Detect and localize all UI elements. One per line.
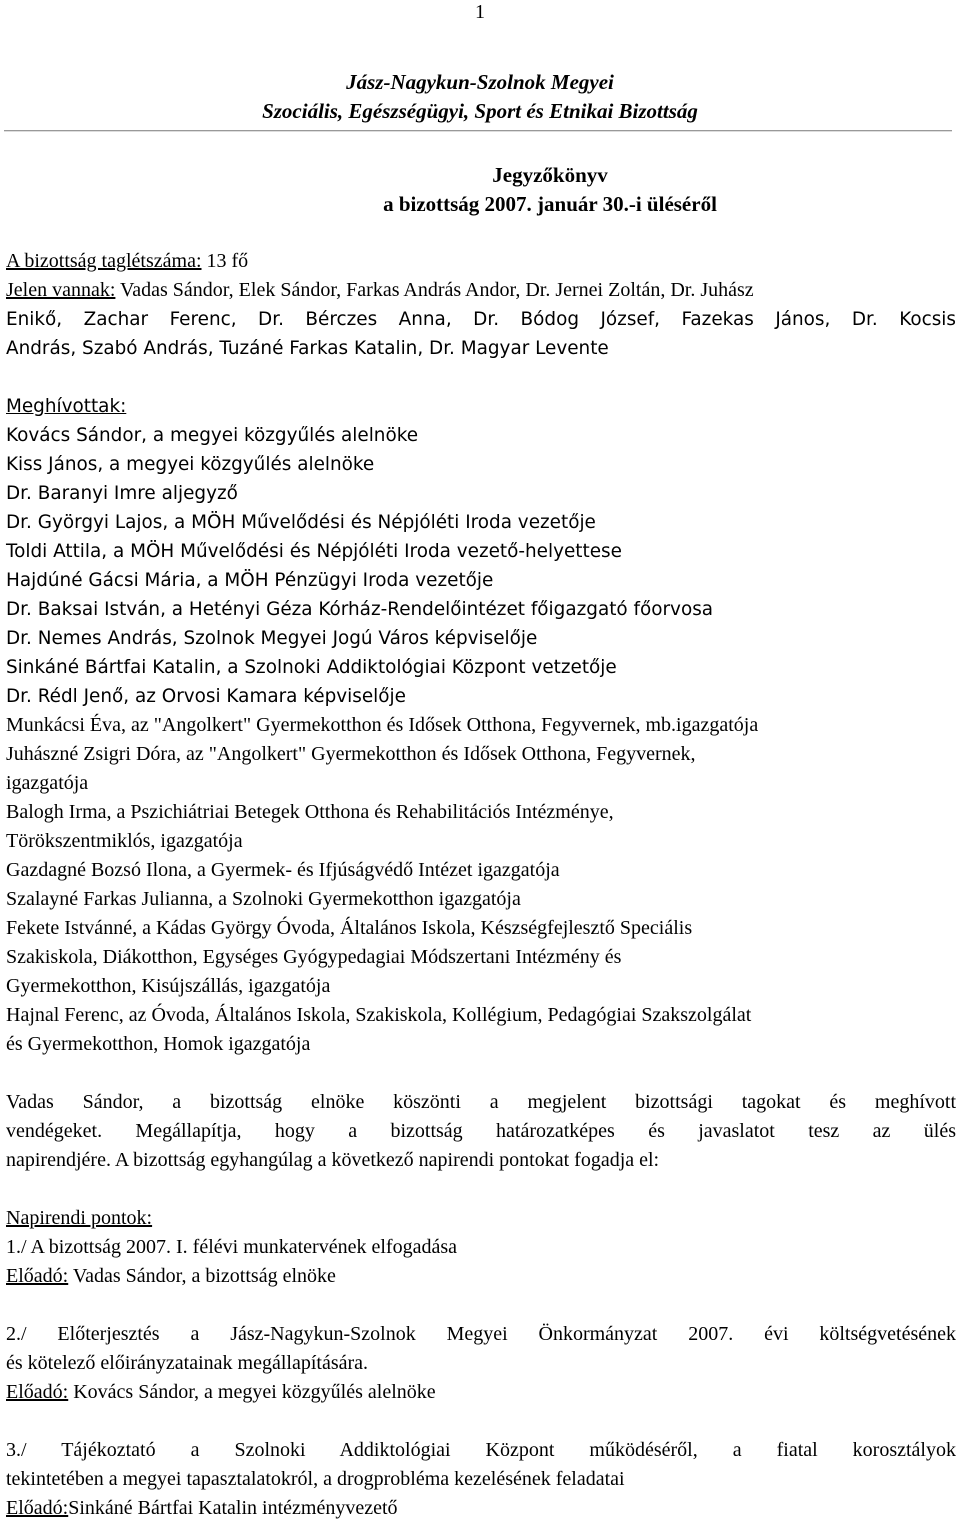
invited-continuation <box>6 711 956 1523</box>
present-label: Jelen vannak: <box>6 279 116 301</box>
invited-item: Toldi Attila, a MÖH Művelődési és Népjóléti Iroda vezető-helyettese <box>6 541 622 562</box>
invited-item: Gyermekotthon, Kisújszállás, igazgatója <box>6 975 331 997</box>
agenda-item-1-presenter <box>6 1262 956 1291</box>
organization-header <box>0 68 960 126</box>
present-line-1 <box>6 276 956 305</box>
agenda-item-3-cont: tekintetében a megyei tapasztalatokról, a drogprobléma kezelésének feladatai <box>6 1468 625 1490</box>
agenda-item-3: 3./ Tájékoztató a Szolnoki Addiktológiai Központ működéséről, a fiatal korosztályok <box>6 1439 956 1461</box>
opening-line-2: vendégeket. Megállapítja, hogy a bizottság határozatképes és javaslatot tesz az ülés <box>6 1120 956 1142</box>
opening-line-3: napirendjére. A bizottság egyhangúlag a következő napirendi pontokat fogadja el: <box>6 1149 660 1171</box>
invited-item: Szakiskola, Diákotthon, Egységes Gyógypedagiai Módszertani Intézmény és <box>6 946 622 968</box>
agenda-item-1: 1./ A bizottság 2007. I. félévi munkatervének elfogadása <box>6 1236 457 1258</box>
invited-item: Dr. Györgyi Lajos, a MÖH Művelődési és Népjóléti Iroda vezetője <box>6 512 596 533</box>
organization-name: Jász-Nagykun-Szolnok Megyei <box>346 70 614 94</box>
opening-line-1: Vadas Sándor, a bizottság elnöke köszönti a megjelent bizottsági tagokat és meghívott <box>6 1091 956 1113</box>
invited-item: Munkácsi Éva, az "Angolkert" Gyermekotthon és Idősek Otthona, Fegyvernek, mb.igazgatója <box>6 714 759 736</box>
present-continuation <box>6 305 956 711</box>
invited-item: igazgatója <box>6 772 89 794</box>
invited-label: Meghívottak: <box>6 396 127 417</box>
agenda-item-2-cont: és kötelező előirányzatainak megállapítására. <box>6 1352 369 1374</box>
present-names-3: András, Szabó András, Tuzáné Farkas Katalin, Dr. Magyar Levente <box>6 338 609 359</box>
invited-item: Dr. Rédl Jenő, az Orvosi Kamara képviselője <box>6 686 406 707</box>
present-names-2: Enikő, Zachar Ferenc, Dr. Bérczes Anna, Dr. Bódog József, Fazekas János, Dr. Kocsis <box>6 309 956 330</box>
invited-item: és Gyermekotthon, Homok igazgatója <box>6 1033 311 1055</box>
invited-item: Dr. Nemes András, Szolnok Megyei Jogú Város képviselője <box>6 628 538 649</box>
presenter-label: Előadó: <box>6 1381 69 1403</box>
presenter-label: Előadó: <box>6 1497 69 1519</box>
membership-line <box>6 247 956 276</box>
page-number: 1 <box>475 1 485 23</box>
invited-item: Fekete Istvánné, a Kádas György Óvoda, Általános Iskola, Készségfejlesztő Speciális <box>6 917 693 939</box>
agenda-item-2: 2./ Előterjesztés a Jász-Nagykun-Szolnok Megyei Önkormányzat 2007. évi költségvetésének <box>6 1323 956 1345</box>
present-names-1: Vadas Sándor, Elek Sándor, Farkas András Andor, Dr. Jernei Zoltán, Dr. Juhász <box>115 279 754 301</box>
membership-label: A bizottság taglétszáma: <box>6 250 202 272</box>
agenda-item-2-presenter <box>6 1378 956 1407</box>
agenda-label: Napirendi pontok: <box>6 1207 153 1229</box>
invited-item: Kiss János, a megyei közgyűlés alelnöke <box>6 454 375 475</box>
invited-item: Hajnal Ferenc, az Óvoda, Általános Iskola, Szakiskola, Kollégium, Pedagógiai Szakszolgálat <box>6 1004 752 1026</box>
membership-section <box>6 247 956 305</box>
invited-item: Sinkáné Bártfai Katalin, a Szolnoki Addiktológiai Központ vetzetője <box>6 657 617 678</box>
document-title <box>0 161 960 219</box>
committee-name: Szociális, Egészségügyi, Sport és Etnikai Bizottság <box>262 99 698 123</box>
header-divider <box>4 130 952 132</box>
presenter-name: Vadas Sándor, a bizottság elnöke <box>68 1265 336 1287</box>
presenter-name: Kovács Sándor, a megyei közgyűlés alelnöke <box>68 1381 436 1403</box>
invited-item: Juhászné Zsigri Dóra, az "Angolkert" Gyermekotthon és Idősek Otthona, Fegyvernek, <box>6 743 696 765</box>
presenter-label: Előadó: <box>6 1265 69 1287</box>
invited-item: Kovács Sándor, a megyei közgyűlés alelnöke <box>6 425 419 446</box>
title-minutes: Jegyzőkönyv <box>492 163 608 187</box>
agenda-item-3-presenter <box>6 1494 956 1523</box>
title-meeting-date: a bizottság 2007. január 30.-i üléséről <box>383 192 717 216</box>
invited-item: Balogh Irma, a Pszichiátriai Betegek Otthona és Rehabilitációs Intézménye, <box>6 801 614 823</box>
invited-item: Dr. Baksai István, a Hetényi Géza Kórház-Rendelőintézet főigazgató főorvosa <box>6 599 714 620</box>
invited-item: Szalayné Farkas Julianna, a Szolnoki Gyermekotthon igazgatója <box>6 888 521 910</box>
presenter-name: Sinkáné Bártfai Katalin intézményvezető <box>68 1497 398 1519</box>
invited-item: Törökszentmiklós, igazgatója <box>6 830 243 852</box>
invited-item: Dr. Baranyi Imre aljegyző <box>6 483 238 504</box>
invited-item: Gazdagné Bozsó Ilona, a Gyermek- és Ifjúságvédő Intézet igazgatója <box>6 859 560 881</box>
membership-value: 13 fő <box>201 250 249 272</box>
invited-item: Hajdúné Gácsi Mária, a MÖH Pénzügyi Iroda vezetője <box>6 570 494 591</box>
